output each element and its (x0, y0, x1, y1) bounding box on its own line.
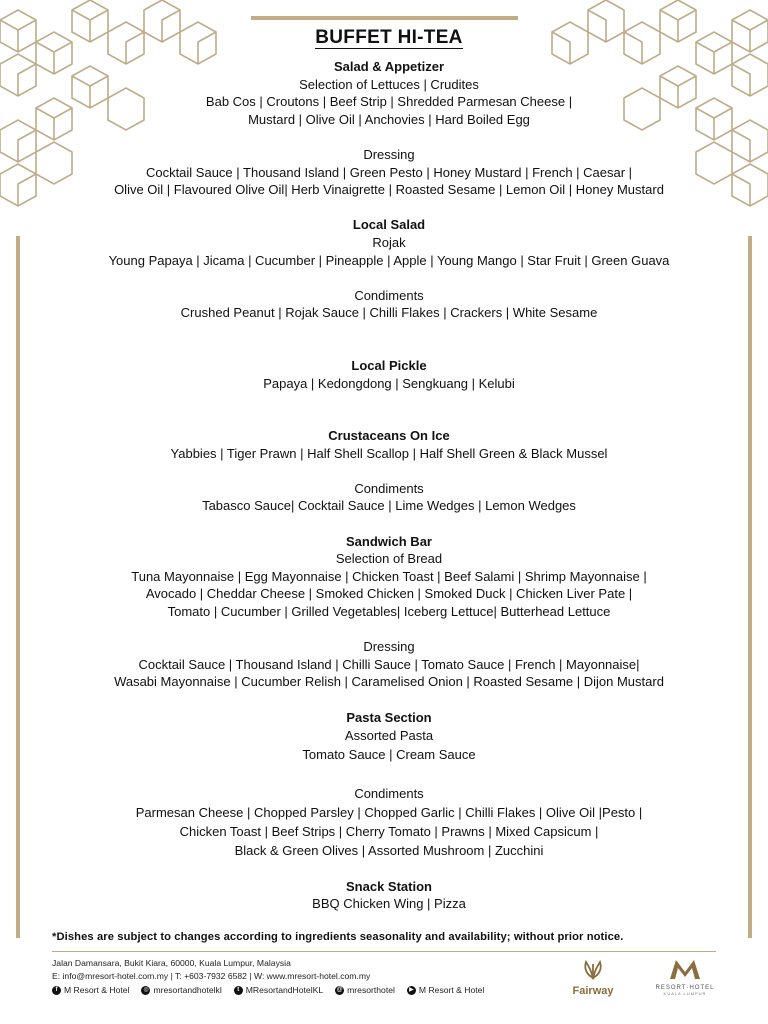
section-subheading: Selection of Bread (335, 551, 443, 567)
m-resort-logo-text: RESORT·HOTEL (655, 985, 715, 991)
menu-line: Black & Green Olives | Assorted Mushroom | Zucchini (234, 843, 544, 859)
social-threads[interactable] (335, 985, 395, 995)
threads-icon: @ (336, 986, 343, 993)
menu-line: Parmesan Cheese | Chopped Parsley | Chopped Garlic | Chilli Flakes | Olive Oil |Pesto | (135, 805, 643, 821)
fairway-logo (562, 960, 624, 997)
menu-line: Crushed Peanut | Rojak Sauce | Chilli Flakes | Crackers | White Sesame (180, 305, 598, 321)
menu-body (40, 26, 738, 913)
menu-line: Cocktail Sauce | Thousand Island | Green Pesto | Honey Mustard | French | Caesar | (145, 164, 633, 180)
social-links (52, 985, 484, 995)
youtube-icon: ▶ (407, 986, 416, 995)
footer-divider (52, 951, 716, 952)
social-label: mresortandhotelkl (153, 985, 222, 995)
condiments-label: Condiments (354, 480, 424, 496)
section-subheading: Selection of Lettuces | Crudites (299, 76, 479, 92)
menu-line: Mustard | Olive Oil | Anchovies | Hard Boiled Egg (248, 111, 530, 127)
menu-line: Yabbies | Tiger Prawn | Half Shell Scallop | Half Shell Green & Black Mussel (170, 445, 608, 461)
menu-line: Tabasco Sauce| Cocktail Sauce | Lime Wedges | Lemon Wedges (202, 498, 576, 514)
section-heading: Snack Station (346, 878, 432, 894)
menu-line: Young Papaya | Jicama | Cucumber | Pineapple | Apple | Young Mango | Star Fruit | Green Guava (108, 252, 670, 268)
menu-line: Avocado | Cheddar Cheese | Smoked Chicken | Smoked Duck | Chicken Liver Pate | (145, 586, 633, 602)
section-heading: Crustaceans On Ice (328, 428, 450, 444)
social-twitter[interactable] (234, 985, 323, 995)
fairway-logo-text: Fairway (572, 985, 614, 997)
social-instagram[interactable] (141, 985, 221, 995)
menu-line: Tomato | Cucumber | Grilled Vegetables| Iceberg Lettuce| Butterhead Lettuce (167, 604, 611, 620)
section-heading: Salad & Appetizer (333, 59, 445, 74)
twitter-icon: t (234, 986, 243, 995)
dressing-label: Dressing (363, 639, 415, 655)
m-resort-emblem-icon (668, 958, 702, 980)
menu-line: BBQ Chicken Wing | Pizza (312, 896, 466, 912)
section-heading: Pasta Section (346, 709, 432, 725)
page-title (40, 26, 738, 50)
top-gold-rule (251, 16, 518, 20)
instagram-icon: ◎ (143, 986, 149, 993)
social-youtube[interactable] (407, 985, 484, 995)
page-title-text: BUFFET HI-TEA (315, 27, 463, 48)
m-resort-logo-subtext: KUALA LUMPUR (663, 991, 707, 996)
menu-line: Olive Oil | Flavoured Olive Oil| Herb Vinaigrette | Roasted Sesame | Lemon Oil | Honey Mustard (114, 182, 664, 198)
disclaimer-notice: *Dishes are subject to changes according to ingredients seasonality and availability; without prior notice. (52, 931, 624, 943)
social-facebook[interactable] (52, 985, 129, 995)
fairway-emblem-icon (580, 960, 606, 980)
menu-line: Bab Cos | Croutons | Beef Strip | Shredded Parmesan Cheese | (205, 94, 573, 110)
condiments-label: Condiments (354, 786, 424, 802)
section-heading: Sandwich Bar (346, 533, 432, 549)
condiments-label: Condiments (354, 287, 424, 303)
footer-contact: E: info@mresort-hotel.com.my | T: +603-7932 6582 | W: www.mresort-hotel.com.my (52, 971, 371, 981)
m-resort-logo (650, 958, 720, 996)
social-label: M Resort & Hotel (64, 985, 130, 995)
section-heading: Local Salad (352, 217, 426, 233)
menu-line: Cocktail Sauce | Thousand Island | Chilli Sauce | Tomato Sauce | French | Mayonnaise| (138, 656, 640, 672)
left-gold-rule (16, 236, 20, 938)
section-subheading: Assorted Pasta (344, 728, 434, 744)
dressing-label: Dressing (363, 146, 415, 162)
facebook-icon: f (52, 986, 61, 995)
section-heading: Local Pickle (351, 357, 427, 373)
right-gold-rule (748, 236, 752, 938)
menu-line: Papaya | Kedongdong | Sengkuang | Kelubi (263, 375, 515, 391)
social-label: M Resort & Hotel (418, 985, 485, 995)
footer-address: Jalan Damansara, Bukit Kiara, 60000, Kuala Lumpur, Malaysia (52, 958, 291, 968)
menu-line: Chicken Toast | Beef Strips | Cherry Tomato | Prawns | Mixed Capsicum | (179, 824, 599, 840)
section-subheading: Rojak (372, 234, 406, 250)
social-label: MResortandHotelKL (245, 985, 324, 995)
menu-line: Wasabi Mayonnaise | Cucumber Relish | Caramelised Onion | Roasted Sesame | Dijon Mustard (114, 674, 664, 690)
menu-line: Tomato Sauce | Cream Sauce (302, 747, 476, 763)
social-label: mresorthotel (347, 985, 395, 995)
menu-line: Tuna Mayonnaise | Egg Mayonnaise | Chicken Toast | Beef Salami | Shrimp Mayonnaise | (131, 568, 647, 584)
